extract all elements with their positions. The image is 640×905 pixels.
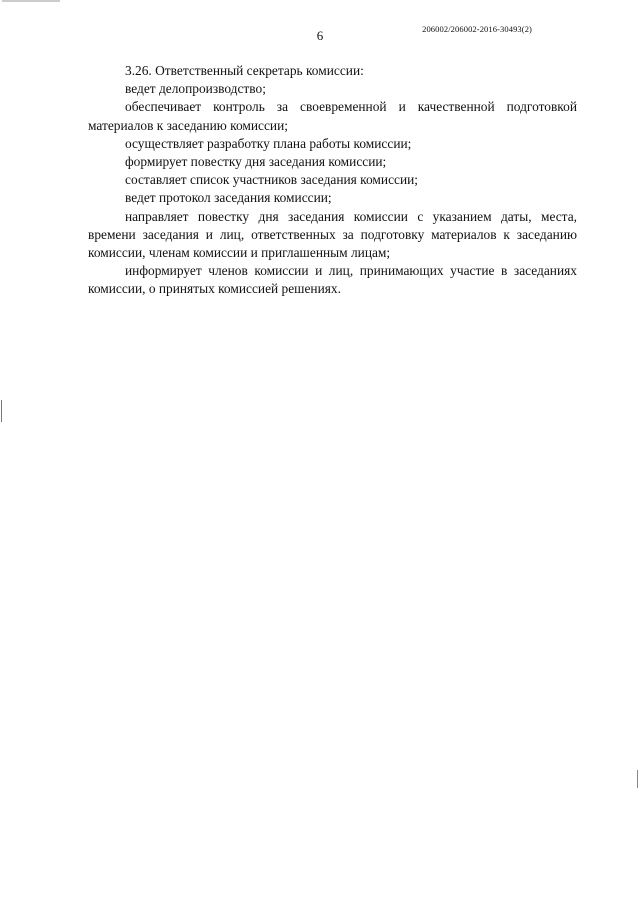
list-item: обеспечивает контроль за своевременной и качественной подготовкой материалов к заседанию комиссии; <box>88 99 577 133</box>
document-id: 206002/206002-2016-30493(2) <box>422 24 532 34</box>
page-number: 6 <box>316 28 324 43</box>
list-item: информирует членов комиссии и лиц, принимающих участие в заседаниях комиссии, о принятых комиссией решениях. <box>88 263 577 297</box>
document-body <box>88 62 577 299</box>
scan-artifact <box>2 0 60 2</box>
list-item: направляет повестку дня заседания комиссии с указанием даты, места, времени заседания и лиц, ответственных за подготовку материалов к заседанию комиссии, членам комиссии и приглашенным лицам; <box>88 208 577 261</box>
list-item: осуществляет разработку плана работы комиссии; <box>125 135 412 151</box>
list-item: ведет делопроизводство; <box>125 81 266 97</box>
scan-artifact <box>1 400 2 422</box>
list-item: формирует повестку дня заседания комиссии; <box>125 154 387 170</box>
section-title: 3.26. Ответственный секретарь комиссии: <box>125 63 364 78</box>
list-item: ведет протокол заседания комиссии; <box>125 190 332 206</box>
scan-artifact <box>637 770 638 788</box>
list-item: составляет список участников заседания комиссии; <box>125 172 419 188</box>
